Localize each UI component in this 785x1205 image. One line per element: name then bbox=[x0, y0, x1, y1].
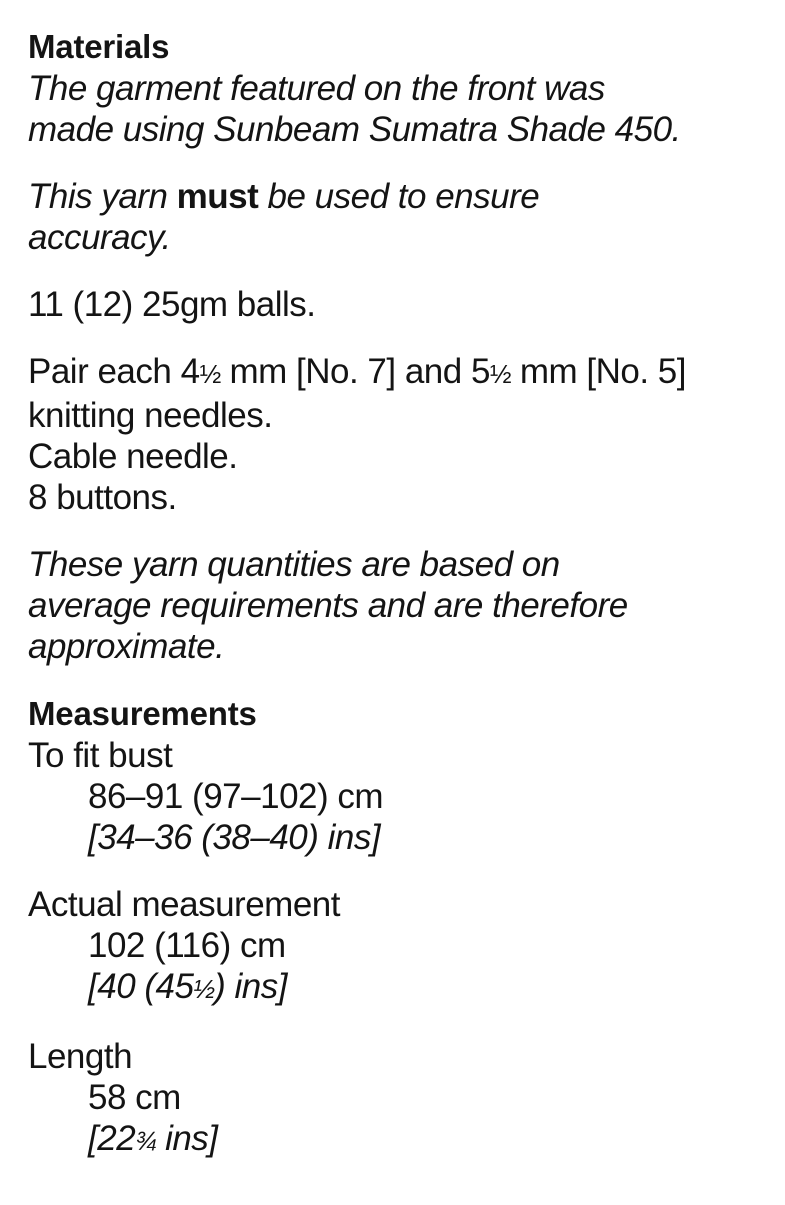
must-use-line1 bbox=[28, 176, 768, 217]
materials-intro-line2: made using Sunbeam Sumatra Shade 450. bbox=[28, 110, 681, 149]
buttons-count: 8 buttons. bbox=[28, 478, 177, 517]
must-emphasis: must bbox=[176, 177, 259, 216]
length-cm: 58 cm bbox=[88, 1078, 181, 1117]
actual-ins-fraction: ½ bbox=[193, 974, 215, 1004]
quantities-note-line1: These yarn quantities are based on bbox=[28, 545, 560, 584]
bust-label: To fit bust bbox=[28, 736, 173, 775]
bust-cm: 86–91 (97–102) cm bbox=[88, 777, 384, 816]
actual-ins-pre: [40 (45 bbox=[88, 967, 194, 1006]
measurements-heading: Measurements bbox=[28, 695, 257, 732]
must-post-text: be used to ensure bbox=[258, 177, 540, 216]
length-ins-post: ins] bbox=[155, 1119, 218, 1158]
balls-quantity: 11 (12) 25gm balls. bbox=[28, 285, 316, 324]
actual-measurement-label: Actual measurement bbox=[28, 885, 340, 924]
needles-fraction1: ½ bbox=[199, 359, 221, 389]
actual-ins-post: ) ins] bbox=[214, 967, 288, 1006]
length-ins-pre: [22 bbox=[88, 1119, 136, 1158]
needles-mid-text: mm [No. 7] and 5 bbox=[220, 352, 490, 391]
needles-fraction2: ½ bbox=[489, 359, 511, 389]
needles-line2: knitting needles. bbox=[28, 396, 273, 435]
actual-measurement-ins bbox=[28, 966, 768, 1010]
materials-intro-line1: The garment featured on the front was bbox=[28, 69, 605, 108]
must-pre-text: This yarn bbox=[28, 177, 177, 216]
needles-pre-text: Pair each 4 bbox=[28, 352, 200, 391]
must-use-line2: accuracy. bbox=[28, 218, 171, 257]
quantities-note-line2: average requirements and are therefore bbox=[28, 586, 628, 625]
quantities-note-line3: approximate. bbox=[28, 627, 225, 666]
length-ins-fraction: ¾ bbox=[135, 1126, 156, 1156]
actual-measurement-cm: 102 (116) cm bbox=[88, 926, 286, 965]
length-ins bbox=[28, 1118, 768, 1162]
bust-ins: [34–36 (38–40) ins] bbox=[88, 818, 381, 857]
pattern-page bbox=[28, 26, 768, 1162]
materials-heading: Materials bbox=[28, 28, 170, 65]
cable-needle: Cable needle. bbox=[28, 437, 238, 476]
length-label: Length bbox=[28, 1037, 133, 1076]
needles-line1 bbox=[28, 351, 768, 395]
needles-post-text: mm [No. 5] bbox=[510, 352, 686, 391]
